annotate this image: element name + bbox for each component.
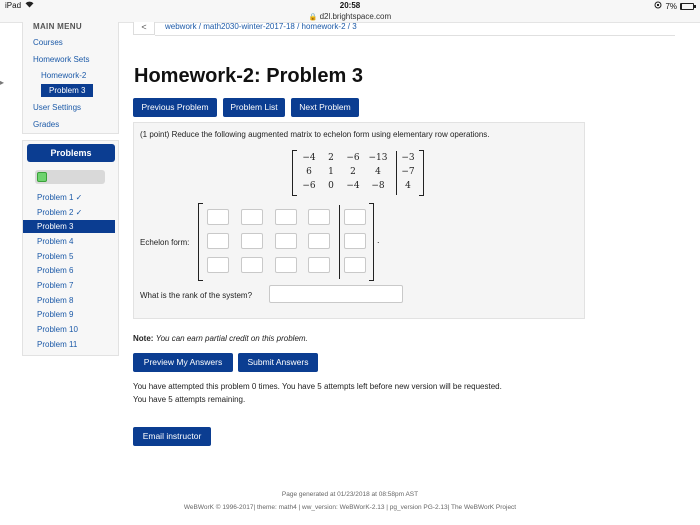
sidebar-item-problem-3[interactable]: Problem 3 [41, 84, 93, 97]
lock-icon: 🔒 [308, 14, 318, 21]
battery-fill [681, 4, 682, 9]
problem-link-8[interactable]: Problem 8 [37, 296, 74, 305]
matrix-cell: 0 [328, 181, 334, 191]
matrix-cell: 4 [405, 181, 411, 191]
status-bar [0, 0, 700, 12]
answer-right-bracket [369, 203, 374, 281]
attempts-remaining: You have 5 attempts remaining. [133, 395, 246, 404]
answer-cell-input[interactable] [344, 257, 366, 273]
matrix-cell: −7 [401, 167, 415, 177]
rank-question-label: What is the rank of the system? [140, 291, 253, 300]
main-menu-header: MAIN MENU [33, 22, 82, 31]
problem-link-9[interactable]: Problem 9 [37, 310, 74, 319]
answer-cell-input[interactable] [207, 257, 229, 273]
answer-cell-input[interactable] [308, 233, 330, 249]
answer-cell-input[interactable] [275, 209, 297, 225]
answer-cell-input[interactable] [275, 233, 297, 249]
note-label: Note: [133, 334, 154, 343]
answer-cell-input[interactable] [241, 209, 263, 225]
matrix-cell: 2 [328, 153, 334, 163]
problem-link-5[interactable]: Problem 5 [37, 252, 74, 261]
orientation-lock-icon [654, 1, 662, 11]
matrix-cell: −3 [401, 153, 415, 163]
footer-generated: Page generated at 01/23/2018 at 08:58pm AST [281, 491, 419, 498]
page-title: Homework-2: Problem 3 [134, 65, 363, 87]
augmented-matrix [292, 150, 424, 196]
matrix-cell: 1 [328, 167, 334, 177]
clock: 20:58 [339, 1, 361, 10]
breadcrumb-back-button[interactable]: < [133, 22, 155, 35]
problem-box [133, 122, 585, 319]
sidebar-item-courses[interactable]: Courses [33, 38, 63, 47]
sidebar-item-homework-2[interactable]: Homework-2 [41, 71, 87, 80]
matrix-cell: −6 [346, 153, 360, 163]
problem-statement: (1 point) Reduce the following augmented matrix to echelon form using elementary row operations. [140, 130, 490, 139]
answer-cell-input[interactable] [308, 257, 330, 273]
sidebar-item-homework-sets[interactable]: Homework Sets [33, 55, 90, 64]
problems-panel [22, 140, 119, 356]
problem-link-6[interactable]: Problem 6 [37, 266, 74, 275]
breadcrumb-divider [155, 35, 675, 36]
problem-link-4[interactable]: Problem 4 [37, 237, 74, 246]
url-text: d2l.brightspace.com [319, 12, 392, 21]
problems-button[interactable]: Problems [27, 144, 115, 162]
answer-cell-input[interactable] [241, 233, 263, 249]
answer-cell-input[interactable] [241, 257, 263, 273]
progress-fill [37, 172, 47, 182]
problem-link-7[interactable]: Problem 7 [37, 281, 74, 290]
matrix-cell: −4 [346, 181, 360, 191]
problem-link-3[interactable]: Problem 3 [23, 220, 115, 233]
attempts-info: You have attempted this problem 0 times. You have 5 attempts left before new version will be requested. [133, 382, 502, 391]
problem-link-1[interactable]: Problem 1 ✓ [37, 193, 83, 202]
sidebar-item-user-settings[interactable]: User Settings [33, 103, 82, 112]
answer-cell-input[interactable] [207, 209, 229, 225]
problem-link-2[interactable]: Problem 2 ✓ [37, 208, 83, 217]
matrix-cell: 6 [306, 167, 312, 177]
problem-link-11[interactable]: Problem 11 [37, 340, 78, 349]
matrix-cell: −8 [371, 181, 385, 191]
matrix-cell: 4 [375, 167, 381, 177]
next-problem-button[interactable]: Next Problem [291, 98, 359, 117]
answer-cell-input[interactable] [275, 257, 297, 273]
device-label: iPad [5, 1, 22, 10]
breadcrumb[interactable]: webwork / math2030-winter-2017-18 / homework-2 / 3 [165, 22, 357, 31]
sidebar-toggle-arrow-icon[interactable]: ▸ [0, 78, 5, 87]
partial-credit-note [133, 334, 308, 343]
battery-percent: 7% [665, 1, 677, 11]
email-instructor-button[interactable]: Email instructor [133, 427, 211, 446]
echelon-answer-grid [198, 203, 374, 281]
answer-cell-input[interactable] [344, 233, 366, 249]
answer-augment-bar [339, 205, 340, 279]
battery-icon [680, 3, 694, 10]
rank-input[interactable] [269, 285, 403, 303]
answer-cell-input[interactable] [344, 209, 366, 225]
echelon-form-label: Echelon form: [140, 238, 190, 247]
sentence-period: . [377, 235, 380, 245]
problem-link-10[interactable]: Problem 10 [37, 325, 78, 334]
answer-cell-input[interactable] [207, 233, 229, 249]
preview-answers-button[interactable]: Preview My Answers [133, 353, 233, 372]
problem-list-button[interactable]: Problem List [223, 98, 285, 117]
submit-answers-button[interactable]: Submit Answers [238, 353, 318, 372]
progress-bar [35, 170, 105, 184]
footer-credits: WeBWorK © 1996-2017| theme: math4 | ww_version: WeBWorK-2.13 | pg_version PG-2.13| The WeBWorK Project [183, 504, 517, 511]
matrix-cell: −4 [302, 153, 316, 163]
sidebar-item-grades[interactable]: Grades [33, 120, 60, 129]
matrix-cell: −13 [368, 153, 388, 163]
answer-left-bracket [198, 203, 203, 281]
answer-cell-input[interactable] [308, 209, 330, 225]
main-menu [22, 22, 119, 134]
status-right [654, 1, 694, 11]
matrix-cell: 2 [350, 167, 356, 177]
previous-problem-button[interactable]: Previous Problem [133, 98, 217, 117]
note-text: You can earn partial credit on this problem. [155, 334, 308, 343]
matrix-cell: −6 [302, 181, 316, 191]
